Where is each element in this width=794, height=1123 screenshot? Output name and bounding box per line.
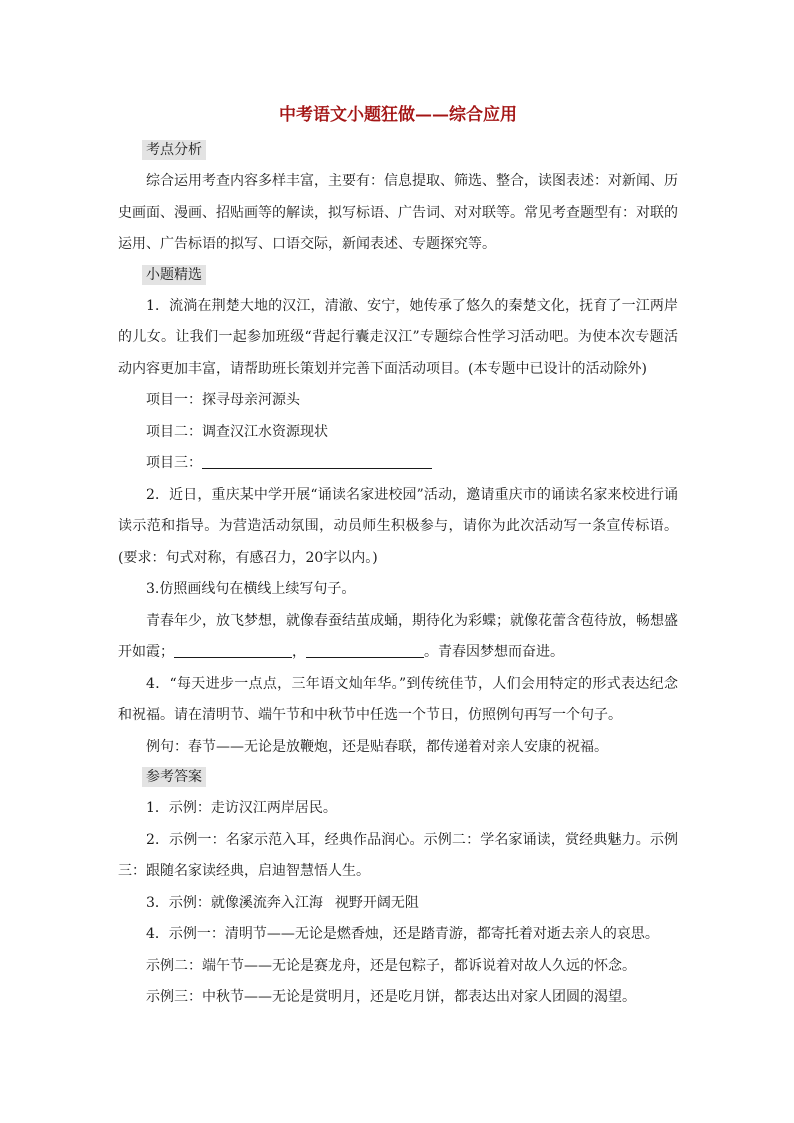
answer-4-example-3: 示例三：中秋节——无论是赏明月，还是吃月饼，都表达出对家人团圆的渴望。 <box>146 989 636 1005</box>
question-3: 3.仿照画线句在横线上续写句子。 <box>146 581 356 597</box>
question-3-text-a: 青春年少，放飞梦想，就像春蚕结茧成蛹，期待化为彩蝶；就像花蕾含苞待放，畅想盛开如霞； <box>118 612 678 660</box>
question-1-item-1: 项目一：探寻母亲河源头 <box>146 392 300 408</box>
answer-4-example-2: 示例二：端午节——无论是赛龙舟，还是包粽子，都诉说着对故人久远的怀念。 <box>146 957 636 974</box>
question-2: 2．近日，重庆某中学开展“诵读名家进校园”活动，邀请重庆市的诵读名家来校进行诵读示范和指导。为营造活动氛围，动员师生积极参与，请你为此次活动写一条宣传标语。(要求：句式对称，有感召力，20字以内。) <box>118 486 678 566</box>
question-4: 4．“每天进步一点点，三年语文灿年华。”到传统佳节，人们会用特定的形式表达纪念和祝福。请在清明节、端午节和中秋节中任选一个节日，仿照例句再写一个句子。 <box>118 675 678 723</box>
section-label-answers: 参考答案 <box>142 767 206 787</box>
answer-blank-q1[interactable] <box>202 452 432 469</box>
document-title: 中考语文小题狂做——综合应用 <box>279 105 517 125</box>
question-1-item-3 <box>118 448 678 480</box>
question-3-text <box>118 606 678 669</box>
answer-blank-q3-b[interactable] <box>306 641 424 658</box>
answer-4-example-1: 4．示例一：清明节——无论是燃香烛，还是踏青游，都寄托着对逝去亲人的哀思。 <box>146 926 659 942</box>
answer-1: 1．示例：走访汉江两岸居民。 <box>146 800 337 816</box>
question-1-item-2: 项目二：调查汉江水资源现状 <box>146 423 328 440</box>
analysis-paragraph: 综合运用考查内容多样丰富，主要有：信息提取、筛选、整合，读图表述：对新闻、历史画面、漫画、招贴画等的解读，拟写标语、广告词、对对联等。常见考查题型有：对联的运用、广告标语的拟写、口语交际，新闻表述、专题探究等。 <box>118 173 678 252</box>
answer-3 <box>118 888 678 920</box>
answer-2: 2．示例一：名家示范入耳，经典作品润心。示例二：学名家诵读，赏经典魅力。示例三：跟随名家读经典，启迪智慧悟人生。 <box>118 831 678 879</box>
question-3-text-b: 。青春因梦想而奋进。 <box>424 644 564 660</box>
question-3-separator: ， <box>292 644 306 660</box>
question-1-item-3-label: 项目三： <box>146 455 202 471</box>
question-4-example: 例句：春节——无论是放鞭炮，还是贴春联，都传递着对亲人安康的祝福。 <box>146 738 608 755</box>
question-1: 1．流淌在荆楚大地的汉江，清澈、安宁，她传承了悠久的秦楚文化，抚育了一江两岸的儿女。让我们一起参加班级“背起行囊走汉江”专题综合性学习活动吧。为使本次专题活动内容更加丰富，请帮助班长策划并完善下面活动项目。(本专题中已设计的活动除外) <box>118 297 678 377</box>
answer-3-part-1: 3．示例：就像溪流奔入江海 <box>146 894 323 911</box>
answer-3-part-2: 视野开阔无阻 <box>334 894 419 911</box>
section-label-analysis: 考点分析 <box>142 140 206 160</box>
section-label-practice: 小题精选 <box>142 265 206 285</box>
document-page <box>118 100 678 1014</box>
answer-blank-q3-a[interactable] <box>174 641 292 658</box>
